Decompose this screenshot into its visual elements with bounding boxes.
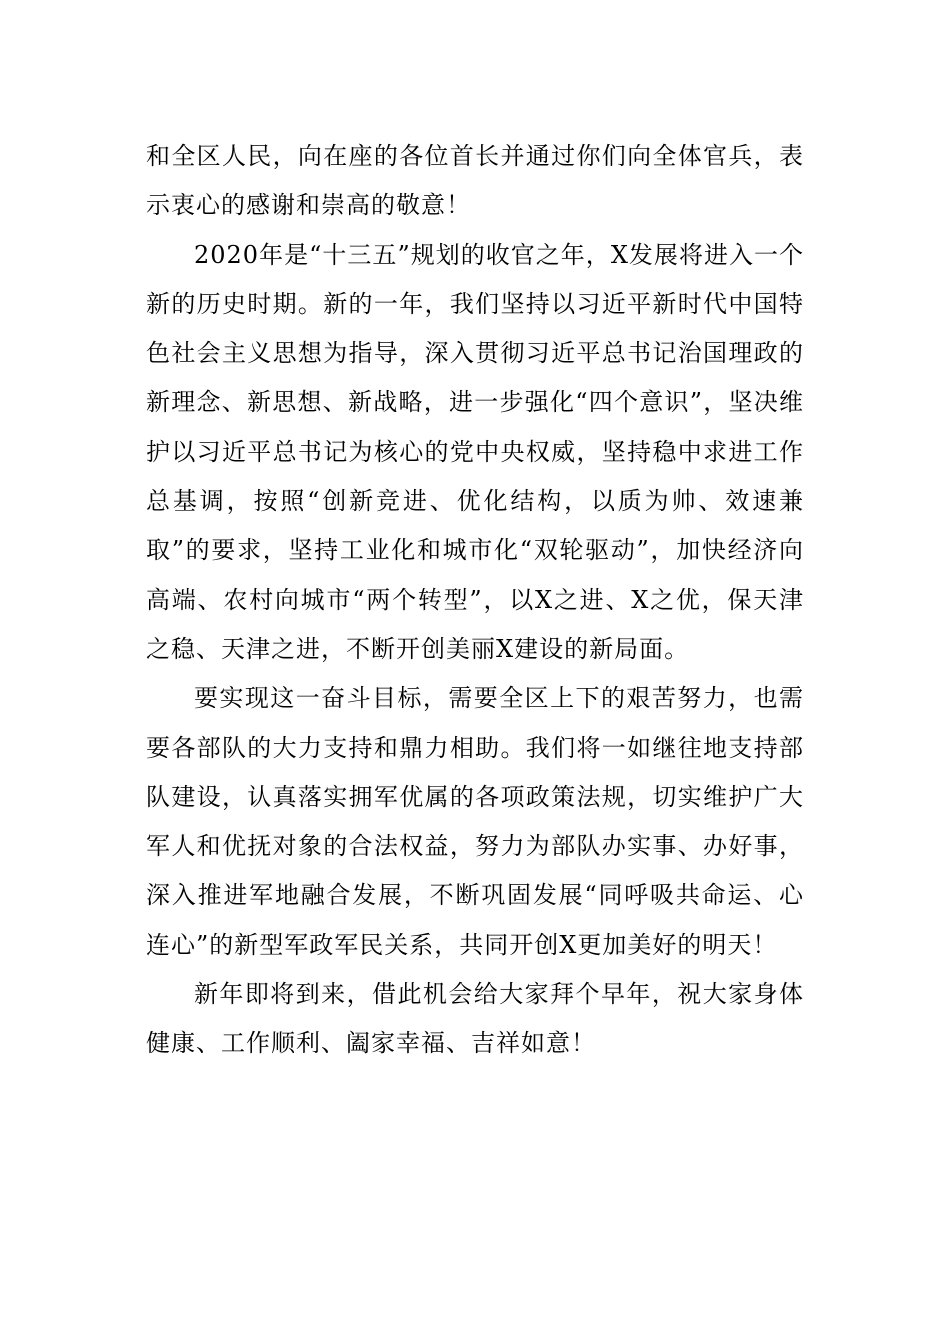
paragraph-support: 要实现这一奋斗目标，需要全区上下的艰苦努力，也需要各部队的大力支持和鼎力相助。我们将一如继往地支持部队建设，认真落实拥军优属的各项政策法规，切实维护广大军人和优抚对象的合法权益，努力为部队办实事、办好事，深入推进军地融合发展，不断巩固发展“同呼吸共命运、心连心”的新型军政军民关系，共同开创X更加美好的明天！ (146, 684, 804, 959)
document-body (146, 132, 804, 1069)
paragraph-continued: 和全区人民，向在座的各位首长并通过你们向全体官兵，表示衷心的感谢和崇高的敬意！ (146, 142, 804, 220)
paragraph-greeting: 新年即将到来，借此机会给大家拜个早年，祝大家身体健康、工作顺利、阖家幸福、吉祥如意！ (146, 980, 804, 1058)
paragraph-plan: 2020年是“十三五”规划的收官之年，X发展将进入一个新的历史时期。新的一年，我们坚持以习近平新时代中国特色社会主义思想为指导，深入贯彻习近平总书记治国理政的新理念、新思想、新战略，进一步强化“四个意识”，坚决维护以习近平总书记为核心的党中央权威，坚持稳中求进工作总基调，按照“创新竞进、优化结构，以质为帅、效速兼取”的要求，坚持工业化和城市化“双轮驱动”，加快经济向高端、农村向城市“两个转型”，以X之进、X之优，保天津之稳、天津之进，不断开创美丽X建设的新局面。 (146, 240, 804, 663)
